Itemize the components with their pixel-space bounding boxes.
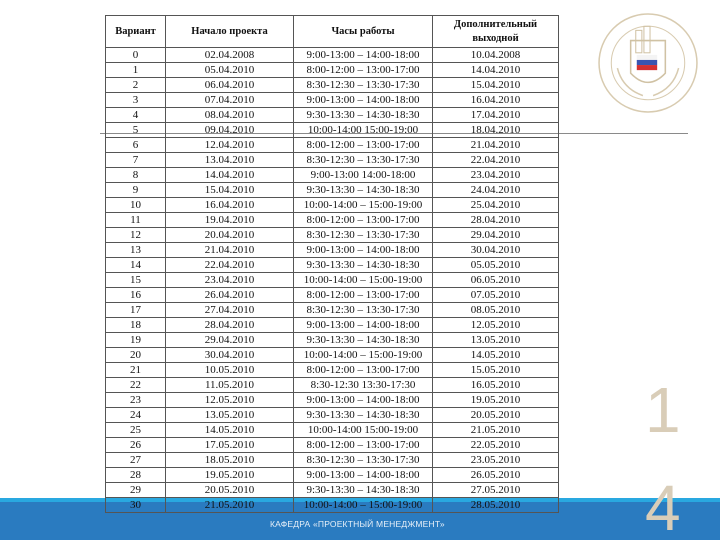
variant-cell: 7 [106, 153, 166, 168]
table-row [106, 378, 559, 393]
start-date-cell: 05.04.2010 [166, 63, 294, 78]
start-date-cell: 16.04.2010 [166, 198, 294, 213]
work-hours-cell: 8:30-12:30 – 13:30-17:30 [294, 453, 433, 468]
start-date-cell: 22.04.2010 [166, 258, 294, 273]
work-hours-cell: 10:00-14:00 15:00-19:00 [294, 123, 433, 138]
start-date-cell: 13.05.2010 [166, 408, 294, 423]
start-date-cell: 09.04.2010 [166, 123, 294, 138]
table-row [106, 138, 559, 153]
work-hours-cell: 9:30-13:30 – 14:30-18:30 [294, 483, 433, 498]
start-date-cell: 10.05.2010 [166, 363, 294, 378]
work-hours-cell: 9:30-13:30 – 14:30-18:30 [294, 108, 433, 123]
start-date-cell: 14.04.2010 [166, 168, 294, 183]
day-off-cell: 23.05.2010 [433, 453, 559, 468]
variant-cell: 29 [106, 483, 166, 498]
table-row [106, 393, 559, 408]
day-off-cell: 06.05.2010 [433, 273, 559, 288]
table-row [106, 333, 559, 348]
variant-cell: 25 [106, 423, 166, 438]
table-row [106, 438, 559, 453]
start-date-cell: 13.04.2010 [166, 153, 294, 168]
work-hours-cell: 8:00-12:00 – 13:00-17:00 [294, 438, 433, 453]
start-date-cell: 18.05.2010 [166, 453, 294, 468]
table-row [106, 363, 559, 378]
day-off-cell: 08.05.2010 [433, 303, 559, 318]
work-hours-cell: 8:00-12:00 – 13:00-17:00 [294, 363, 433, 378]
footer-department-text: КАФЕДРА «ПРОЕКТНЫЙ МЕНЕДЖМЕНТ» [270, 519, 445, 529]
work-hours-cell: 9:00-13:00 – 14:00-18:00 [294, 318, 433, 333]
variant-cell: 4 [106, 108, 166, 123]
start-date-cell: 30.04.2010 [166, 348, 294, 363]
day-off-cell: 12.05.2010 [433, 318, 559, 333]
header-variant: Вариант [106, 16, 166, 48]
variant-cell: 23 [106, 393, 166, 408]
variant-cell: 5 [106, 123, 166, 138]
variants-table [105, 15, 559, 513]
variant-cell: 21 [106, 363, 166, 378]
variant-cell: 19 [106, 333, 166, 348]
day-off-cell: 24.04.2010 [433, 183, 559, 198]
header-work-hours: Часы работы [294, 16, 433, 48]
day-off-cell: 17.04.2010 [433, 108, 559, 123]
table-row [106, 348, 559, 363]
start-date-cell: 02.04.2008 [166, 48, 294, 63]
table-row [106, 168, 559, 183]
table-row [106, 288, 559, 303]
work-hours-cell: 8:30-12:30 – 13:30-17:30 [294, 78, 433, 93]
start-date-cell: 07.04.2010 [166, 93, 294, 108]
start-date-cell: 26.04.2010 [166, 288, 294, 303]
variant-cell: 14 [106, 258, 166, 273]
day-off-cell: 25.04.2010 [433, 198, 559, 213]
day-off-cell: 28.05.2010 [433, 498, 559, 513]
start-date-cell: 08.04.2010 [166, 108, 294, 123]
variant-cell: 26 [106, 438, 166, 453]
variant-cell: 8 [106, 168, 166, 183]
day-off-cell: 07.05.2010 [433, 288, 559, 303]
day-off-cell: 19.05.2010 [433, 393, 559, 408]
day-off-cell: 16.04.2010 [433, 93, 559, 108]
day-off-cell: 22.05.2010 [433, 438, 559, 453]
day-off-cell: 29.04.2010 [433, 228, 559, 243]
work-hours-cell: 10:00-14:00 – 15:00-19:00 [294, 498, 433, 513]
table-row [106, 303, 559, 318]
table-row [106, 498, 559, 513]
variant-cell: 3 [106, 93, 166, 108]
work-hours-cell: 9:00-13:00 – 14:00-18:00 [294, 393, 433, 408]
table-row [106, 213, 559, 228]
variant-cell: 28 [106, 468, 166, 483]
day-off-cell: 30.04.2010 [433, 243, 559, 258]
table-row [106, 408, 559, 423]
variant-cell: 27 [106, 453, 166, 468]
day-off-cell: 20.05.2010 [433, 408, 559, 423]
table-row [106, 423, 559, 438]
page-number-digit-1: 1 [645, 374, 681, 446]
day-off-cell: 23.04.2010 [433, 168, 559, 183]
work-hours-cell: 9:00-13:00 – 14:00-18:00 [294, 48, 433, 63]
table-row [106, 78, 559, 93]
work-hours-cell: 8:00-12:00 – 13:00-17:00 [294, 213, 433, 228]
variant-cell: 0 [106, 48, 166, 63]
day-off-cell: 18.04.2010 [433, 123, 559, 138]
day-off-cell: 15.04.2010 [433, 78, 559, 93]
work-hours-cell: 8:30-12:30 – 13:30-17:30 [294, 303, 433, 318]
work-hours-cell: 9:00-13:00 – 14:00-18:00 [294, 93, 433, 108]
table-row [106, 48, 559, 63]
start-date-cell: 12.04.2010 [166, 138, 294, 153]
day-off-cell: 21.04.2010 [433, 138, 559, 153]
work-hours-cell: 9:00-13:00 – 14:00-18:00 [294, 243, 433, 258]
work-hours-cell: 10:00-14:00 – 15:00-19:00 [294, 273, 433, 288]
day-off-cell: 22.04.2010 [433, 153, 559, 168]
start-date-cell: 12.05.2010 [166, 393, 294, 408]
start-date-cell: 27.04.2010 [166, 303, 294, 318]
day-off-cell: 13.05.2010 [433, 333, 559, 348]
start-date-cell: 28.04.2010 [166, 318, 294, 333]
start-date-cell: 14.05.2010 [166, 423, 294, 438]
work-hours-cell: 10:00-14:00 – 15:00-19:00 [294, 348, 433, 363]
start-date-cell: 20.05.2010 [166, 483, 294, 498]
variant-cell: 17 [106, 303, 166, 318]
table-row [106, 123, 559, 138]
start-date-cell: 29.04.2010 [166, 333, 294, 348]
variant-cell: 12 [106, 228, 166, 243]
variant-cell: 24 [106, 408, 166, 423]
table-row [106, 453, 559, 468]
work-hours-cell: 10:00-14:00 15:00-19:00 [294, 423, 433, 438]
table-row [106, 468, 559, 483]
variant-cell: 13 [106, 243, 166, 258]
table-row [106, 273, 559, 288]
start-date-cell: 17.05.2010 [166, 438, 294, 453]
page-number-digit-2: 4 [645, 472, 681, 544]
start-date-cell: 21.04.2010 [166, 243, 294, 258]
table-row [106, 63, 559, 78]
table-row [106, 318, 559, 333]
work-hours-cell: 8:00-12:00 – 13:00-17:00 [294, 288, 433, 303]
work-hours-cell: 8:30-12:30 – 13:30-17:30 [294, 228, 433, 243]
variant-cell: 1 [106, 63, 166, 78]
work-hours-cell: 9:00-13:00 14:00-18:00 [294, 168, 433, 183]
table-row [106, 483, 559, 498]
start-date-cell: 21.05.2010 [166, 498, 294, 513]
start-date-cell: 19.05.2010 [166, 468, 294, 483]
start-date-cell: 20.04.2010 [166, 228, 294, 243]
work-hours-cell: 8:00-12:00 – 13:00-17:00 [294, 63, 433, 78]
day-off-cell: 14.04.2010 [433, 63, 559, 78]
variant-cell: 9 [106, 183, 166, 198]
work-hours-cell: 9:30-13:30 – 14:30-18:30 [294, 408, 433, 423]
variant-cell: 22 [106, 378, 166, 393]
variant-cell: 10 [106, 198, 166, 213]
day-off-cell: 10.04.2008 [433, 48, 559, 63]
table-row [106, 183, 559, 198]
day-off-cell: 26.05.2010 [433, 468, 559, 483]
table-row [106, 108, 559, 123]
work-hours-cell: 9:30-13:30 – 14:30-18:30 [294, 258, 433, 273]
header-project-start: Начало проекта [166, 16, 294, 48]
work-hours-cell: 9:30-13:30 – 14:30-18:30 [294, 183, 433, 198]
work-hours-cell: 8:30-12:30 – 13:30-17:30 [294, 153, 433, 168]
day-off-cell: 16.05.2010 [433, 378, 559, 393]
table-row [106, 93, 559, 108]
day-off-cell: 05.05.2010 [433, 258, 559, 273]
day-off-cell: 21.05.2010 [433, 423, 559, 438]
start-date-cell: 19.04.2010 [166, 213, 294, 228]
table-row [106, 258, 559, 273]
work-hours-cell: 8:00-12:00 – 13:00-17:00 [294, 138, 433, 153]
work-hours-cell: 9:30-13:30 – 14:30-18:30 [294, 333, 433, 348]
table-row [106, 153, 559, 168]
day-off-cell: 27.05.2010 [433, 483, 559, 498]
variant-cell: 6 [106, 138, 166, 153]
work-hours-cell: 9:00-13:00 – 14:00-18:00 [294, 468, 433, 483]
variant-cell: 11 [106, 213, 166, 228]
table-row [106, 228, 559, 243]
university-seal-logo [597, 12, 699, 114]
day-off-cell: 15.05.2010 [433, 363, 559, 378]
start-date-cell: 06.04.2010 [166, 78, 294, 93]
table-header-row [106, 16, 559, 48]
start-date-cell: 11.05.2010 [166, 378, 294, 393]
variant-cell: 2 [106, 78, 166, 93]
start-date-cell: 23.04.2010 [166, 273, 294, 288]
table-row [106, 243, 559, 258]
start-date-cell: 15.04.2010 [166, 183, 294, 198]
day-off-cell: 14.05.2010 [433, 348, 559, 363]
table-row [106, 198, 559, 213]
variant-cell: 30 [106, 498, 166, 513]
variant-cell: 20 [106, 348, 166, 363]
day-off-cell: 28.04.2010 [433, 213, 559, 228]
variant-cell: 16 [106, 288, 166, 303]
variant-cell: 15 [106, 273, 166, 288]
work-hours-cell: 10:00-14:00 – 15:00-19:00 [294, 198, 433, 213]
header-extra-day-off: Дополнительный выходной [433, 16, 559, 48]
work-hours-cell: 8:30-12:30 13:30-17:30 [294, 378, 433, 393]
variant-cell: 18 [106, 318, 166, 333]
